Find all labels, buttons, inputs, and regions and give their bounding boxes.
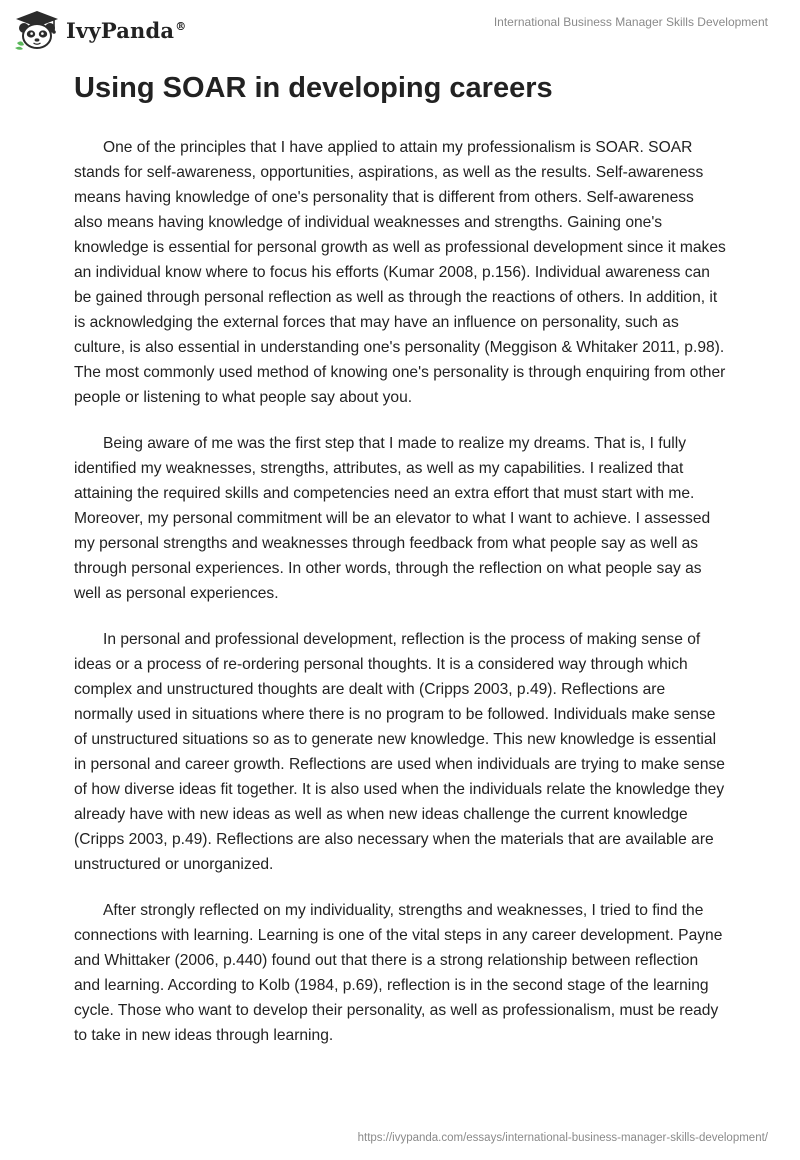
paragraph-4: After strongly reflected on my individuality, strengths and weaknesses, I tried to find the connections with learning. Learning is one of the vital steps in any career development. Payne and Whittaker (2006, p.440) found out that there is a strong relationship between reflection and learning. According to Kolb (1984, p.69), reflection is in the second stage of the learning cycle. Those who want to develop their personality, as well as professionalism, must be ready to take in new ideas through learning. bbox=[74, 902, 723, 1044]
paragraph-1: One of the principles that I have applied to attain my professionalism is SOAR. SOAR stands for self-awareness, opportunities, aspirations, as well as the results. Self-awareness means having knowledge of one's personality that is different from others. Self-awareness also means having knowledge of individual weaknesses and strengths. Gaining one's knowledge is essential for personal growth as well as professional development since it makes an individual know where to focus his efforts (Kumar 2008, p.156). Individual awareness can be gained through personal reflection as well as through the reactions of others. In addition, it is acknowledging the external forces that may have an influence on personality, such as culture, is also essential in understanding one's personality (Meggison & Whitaker 2011, p.98). The most commonly used method of knowing one's personality is through enquiring from other people or listening to what people say about you. bbox=[74, 139, 726, 406]
brand-name: IvyPanda® bbox=[66, 17, 187, 43]
page-header bbox=[0, 0, 800, 62]
paragraph-3: In personal and professional development, reflection is the process of making sense of ideas or a process of re-ordering personal thoughts. It is a considered way through which complex and unstructured thoughts are dealt with (Cripps 2003, p.49). Reflections are normally used in situations where there is no program to be followed. Individuals make sense of unstructured situations so as to generate new knowledge. This new knowledge is essential in personal and career growth. Reflections are used when individuals are trying to make sense of how diverse ideas fit together. It is also used when the individuals relate the knowledge they already have with new ideas as well as when new ideas challenge the current knowledge (Cripps 2003, p.49). Reflections are also necessary when the materials that are available are unstructured or unorganized. bbox=[74, 631, 725, 873]
section-heading: Using SOAR in developing careers bbox=[74, 72, 553, 104]
ivypanda-logo[interactable] bbox=[14, 8, 186, 52]
panda-graduate-icon bbox=[14, 9, 60, 51]
article-body bbox=[74, 135, 726, 1069]
registered-mark: ® bbox=[175, 19, 187, 33]
paragraph-2: Being aware of me was the first step that I made to realize my dreams. That is, I fully identified my weaknesses, strengths, attributes, as well as my capabilities. I realized that attaining the required skills and competencies need an extra effort that must start with me. Moreover, my personal commitment will be an elevator to what I want to achieve. I assessed my personal strengths and weaknesses through feedback from what people say as well as through personal experiences. In other words, through the reflection on what people say as well as personal experiences. bbox=[74, 435, 711, 602]
source-url-link[interactable]: https://ivypanda.com/essays/international-business-manager-skills-development/ bbox=[357, 1132, 768, 1144]
document-title: International Business Manager Skills Development bbox=[493, 15, 768, 29]
